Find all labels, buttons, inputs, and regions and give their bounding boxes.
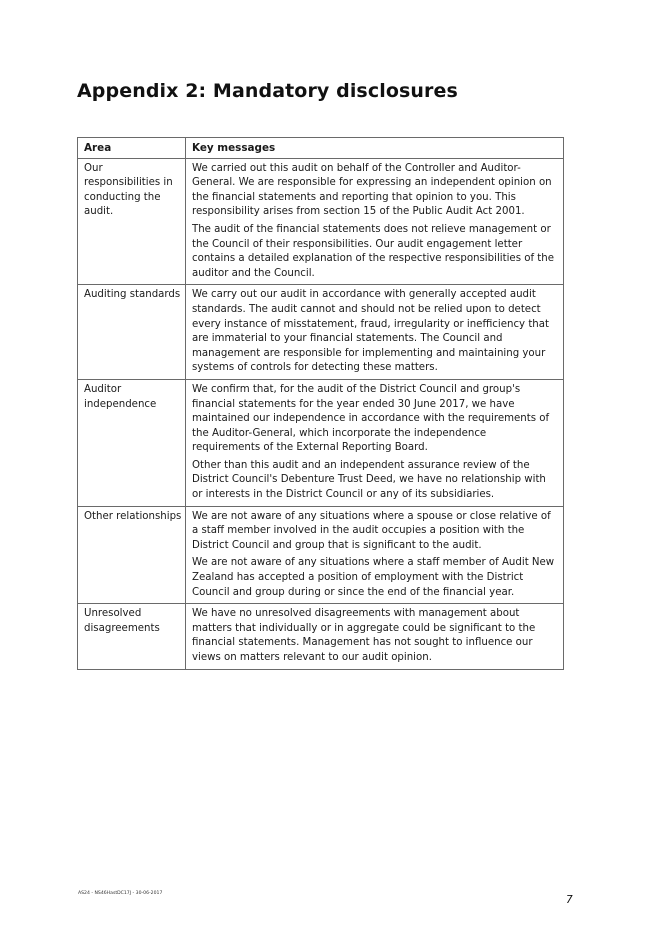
key-messages-cell [186, 506, 564, 604]
table-row-auditor-independence [78, 379, 564, 506]
key-messages-cell [186, 604, 564, 669]
message-paragraph: We are not aware of any situations where a spouse or close relative of a staff member involved in the audit occupies a position with the District Council and group that is significant to the audit. [192, 510, 551, 551]
table-header-row [78, 138, 564, 159]
message-paragraph: Other than this audit and an independent assurance review of the District Council's Debenture Trust Deed, we have no relationship with or interests in the District Council or any of its subsidiaries. [192, 459, 546, 501]
page-number: 7 [566, 894, 573, 906]
key-messages-cell [186, 379, 564, 506]
page-title: Appendix 2: Mandatory disclosures [77, 80, 458, 102]
column-header-area: Area [78, 138, 186, 159]
key-messages-cell [186, 285, 564, 380]
message-paragraph: We confirm that, for the audit of the District Council and group's financial statements for the year ended 30 June 2017, we have maintained our independence in accordance with the requirements of the Auditor-General, which incorporate the independence requirements of the External Reporting Board. [192, 383, 550, 454]
key-messages-cell [186, 158, 564, 285]
footer-document-reference: AS24 - NS46HastDC17J - 30-06-2017 [78, 891, 163, 896]
area-cell: Other relationships [78, 506, 186, 604]
message-paragraph: We carry out our audit in accordance with generally accepted audit standards. The audit cannot and should not be relied upon to detect every instance of misstatement, fraud, irregularity or inefficiency that are immaterial to your financial statements. The Council and management are responsible for implementing and maintaining your systems of controls for detecting these matters. [192, 289, 550, 374]
message-paragraph: The audit of the financial statements does not relieve management or the Council of their responsibilities. Our audit engagement letter contains a detailed explanation of the respective responsibilities of the auditor and the Council. [192, 223, 555, 279]
table-row-unresolved-disagreements [78, 604, 564, 669]
area-cell: Unresolved disagreements [78, 604, 186, 669]
table-row-other-relationships [78, 506, 564, 604]
message-paragraph: We carried out this audit on behalf of the Controller and Auditor-General. We are responsible for expressing an independent opinion on the financial statements and reporting that opinion to you. This responsibility arises from section 15 of the Public Audit Act 2001. [192, 162, 552, 218]
area-cell: Auditor independence [78, 379, 186, 506]
message-paragraph: We are not aware of any situations where a staff member of Audit New Zealand has accepted a position of employment with the District Council and group during or since the end of the financial year. [192, 557, 555, 598]
table-row-responsibilities [78, 158, 564, 285]
area-cell: Our responsibilities in conducting the audit. [78, 158, 186, 285]
message-paragraph: We have no unresolved disagreements with management about matters that individually or in aggregate could be significant to the financial statements. Management has not sought to influence our views on matters relevant to our audit opinion. [192, 608, 536, 663]
table-row-auditing-standards [78, 285, 564, 380]
column-header-key-messages: Key messages [186, 138, 564, 159]
mandatory-disclosures-table [77, 137, 564, 670]
area-cell: Auditing standards [78, 285, 186, 380]
